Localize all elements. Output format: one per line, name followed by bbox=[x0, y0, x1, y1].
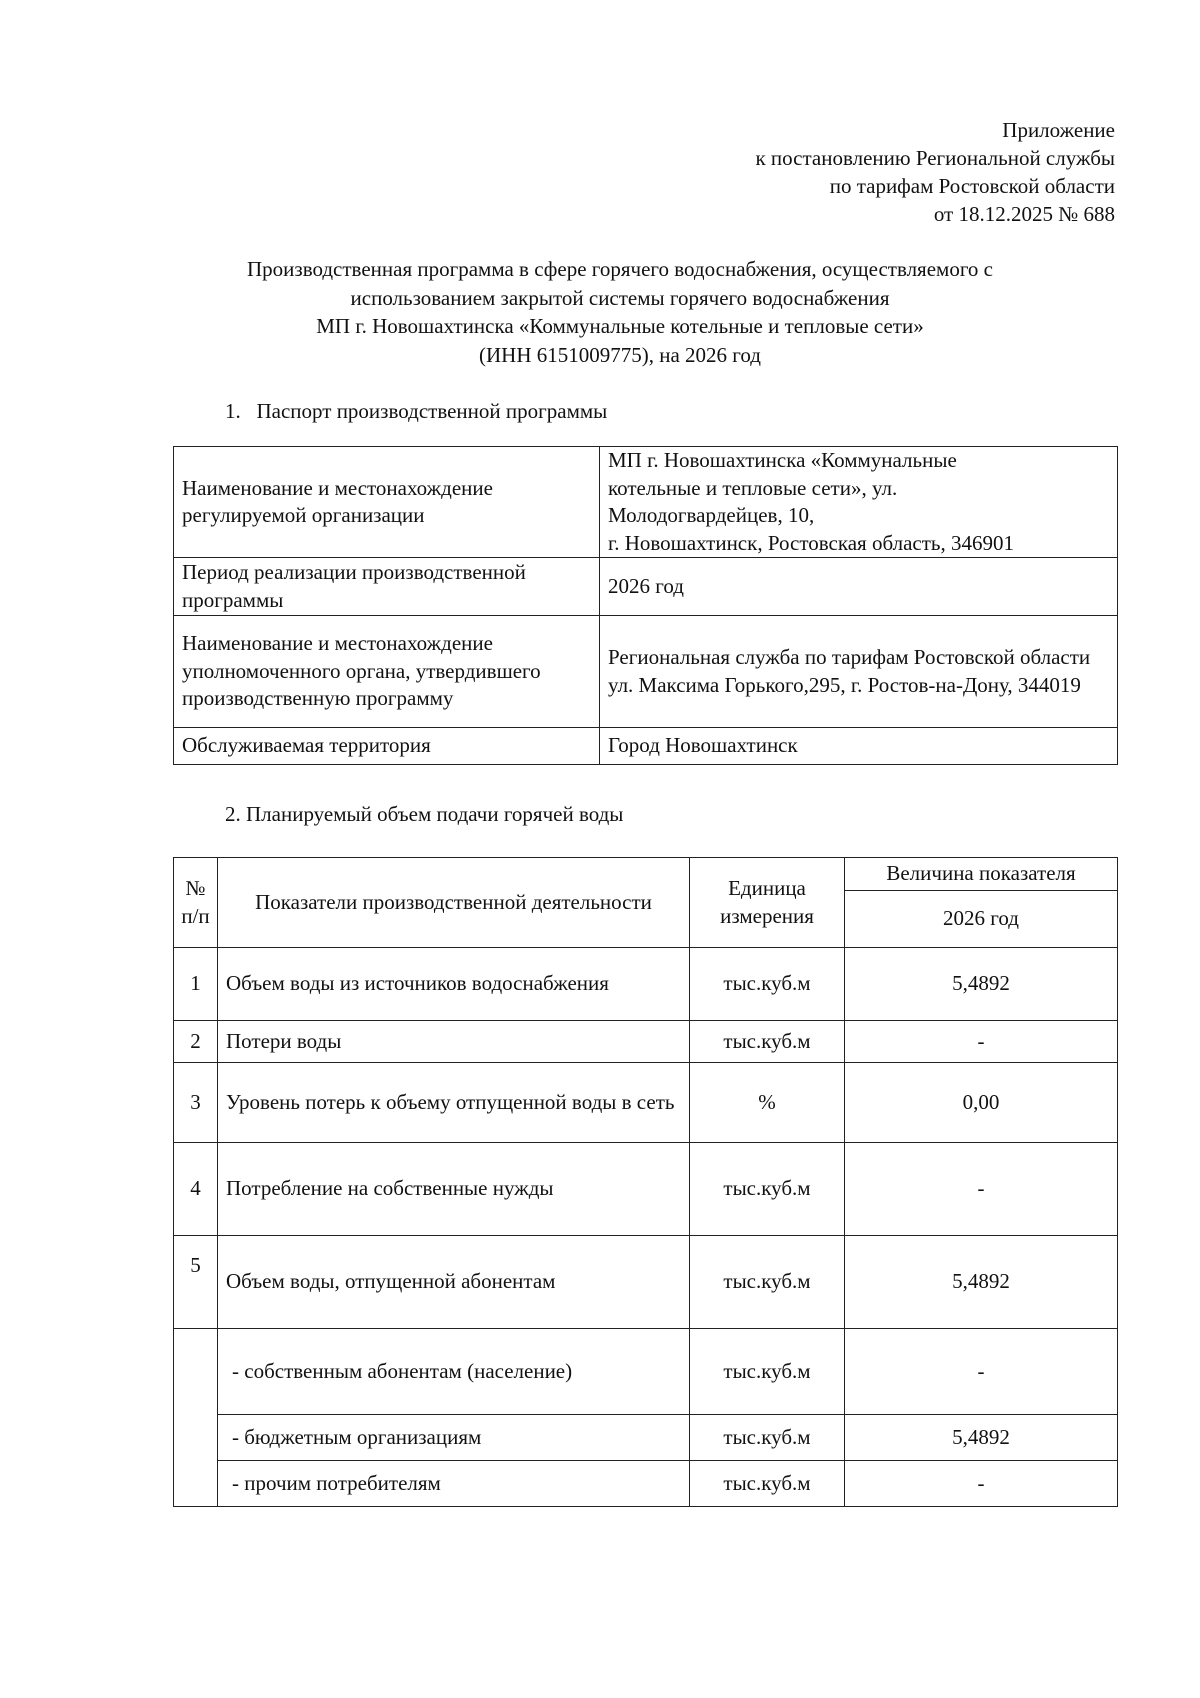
table-row bbox=[174, 728, 1118, 765]
row-name: Объем воды из источников водоснабжения bbox=[218, 948, 690, 1021]
table-row bbox=[174, 558, 1118, 616]
row-unit: тыс.куб.м bbox=[690, 948, 845, 1021]
passport-value bbox=[600, 616, 1118, 728]
subrow-value: - bbox=[845, 1329, 1118, 1415]
title-line: МП г. Новошахтинска «Коммунальные котельные и тепловые сети» bbox=[316, 314, 924, 338]
subrow-unit: тыс.куб.м bbox=[690, 1461, 845, 1507]
row-value: 5,4892 bbox=[845, 948, 1118, 1021]
value-line: котельные и тепловые сети», ул. bbox=[608, 475, 898, 500]
section2-heading: 2. Планируемый объем подачи горячей воды bbox=[225, 802, 624, 826]
table-row bbox=[174, 1021, 1118, 1063]
row-num: 5 bbox=[174, 1236, 218, 1329]
row-name: Потери воды bbox=[218, 1021, 690, 1063]
passport-label: Наименование и местонахождение регулируемой организации bbox=[174, 447, 600, 558]
passport-label: Обслуживаемая территория bbox=[174, 728, 600, 765]
subrow-name: - прочим потребителям bbox=[218, 1461, 690, 1507]
row-unit: % bbox=[690, 1063, 845, 1143]
value-line: МП г. Новошахтинска «Коммунальные bbox=[608, 448, 957, 472]
title-line: (ИНН 6151009775), на 2026 год bbox=[479, 342, 761, 367]
value-line: ул. Максима Горького,295, г. Ростов-на-Дону, 344019 bbox=[608, 672, 1081, 697]
table-row bbox=[174, 948, 1118, 1021]
table-row bbox=[174, 1236, 1118, 1329]
passport-table bbox=[173, 446, 1118, 765]
subrow-name: - бюджетным организациям bbox=[218, 1415, 690, 1461]
row-num: 3 bbox=[174, 1063, 218, 1143]
table-row bbox=[174, 1415, 1118, 1461]
document-title bbox=[160, 255, 1080, 369]
row-name: Потребление на собственные нужды bbox=[218, 1143, 690, 1236]
row-value: - bbox=[845, 1143, 1118, 1236]
appendix-block bbox=[615, 116, 1115, 228]
subrow-unit: тыс.куб.м bbox=[690, 1329, 845, 1415]
table-row bbox=[174, 1063, 1118, 1143]
row-unit: тыс.куб.м bbox=[690, 1143, 845, 1236]
table-row bbox=[174, 1143, 1118, 1236]
table-row bbox=[174, 1461, 1118, 1507]
subrow-name: - собственным абонентам (население) bbox=[218, 1329, 690, 1415]
row-value: 0,00 bbox=[845, 1063, 1118, 1143]
table-row bbox=[174, 447, 1118, 558]
table-row bbox=[174, 616, 1118, 728]
row-num: 2 bbox=[174, 1021, 218, 1063]
subrow-unit: тыс.куб.м bbox=[690, 1415, 845, 1461]
row-value: - bbox=[845, 1021, 1118, 1063]
appendix-line: Приложение bbox=[1002, 118, 1115, 142]
row-unit: тыс.куб.м bbox=[690, 1236, 845, 1329]
passport-label: Наименование и местонахождение уполномоченного органа, утвердившего производственную программу bbox=[174, 616, 600, 728]
title-line: Производственная программа в сфере горячего водоснабжения, осуществляемого с bbox=[247, 257, 993, 281]
table-header-row bbox=[174, 858, 1118, 891]
section1-heading: 1. Паспорт производственной программы bbox=[225, 399, 608, 423]
value-line: Региональная служба по тарифам Ростовской области bbox=[608, 645, 1091, 669]
passport-value bbox=[600, 447, 1118, 558]
subrow-value: - bbox=[845, 1461, 1118, 1507]
row-unit: тыс.куб.м bbox=[690, 1021, 845, 1063]
row-num: 1 bbox=[174, 948, 218, 1021]
volume-table bbox=[173, 857, 1118, 1507]
value-line: Молодогвардейцев, 10, bbox=[608, 503, 815, 527]
passport-label: Период реализации производственной программы bbox=[174, 558, 600, 616]
header-indicator: Показатели производственной деятельности bbox=[218, 858, 690, 948]
appendix-date-number: от 18.12.2025 № 688 bbox=[933, 202, 1115, 226]
appendix-line: к постановлению Региональной службы bbox=[755, 146, 1115, 170]
table-row bbox=[174, 1329, 1118, 1415]
value-line: г. Новошахтинск, Ростовская область, 346901 bbox=[608, 530, 1014, 555]
row-num-empty bbox=[174, 1329, 218, 1507]
row-value: 5,4892 bbox=[845, 1236, 1118, 1329]
row-name: Уровень потерь к объему отпущенной воды в сеть bbox=[218, 1063, 690, 1143]
row-num: 4 bbox=[174, 1143, 218, 1236]
header-value-group: Величина показателя bbox=[845, 858, 1118, 891]
passport-value: 2026 год bbox=[600, 558, 1118, 616]
title-line: использованием закрытой системы горячего водоснабжения bbox=[350, 285, 890, 310]
appendix-line: по тарифам Ростовской области bbox=[829, 174, 1115, 198]
header-year: 2026 год bbox=[845, 891, 1118, 948]
passport-value: Город Новошахтинск bbox=[600, 728, 1118, 765]
row-name: Объем воды, отпущенной абонентам bbox=[218, 1236, 690, 1329]
header-num: № п/п bbox=[174, 858, 218, 948]
header-unit: Единица измерения bbox=[690, 858, 845, 948]
subrow-value: 5,4892 bbox=[845, 1415, 1118, 1461]
